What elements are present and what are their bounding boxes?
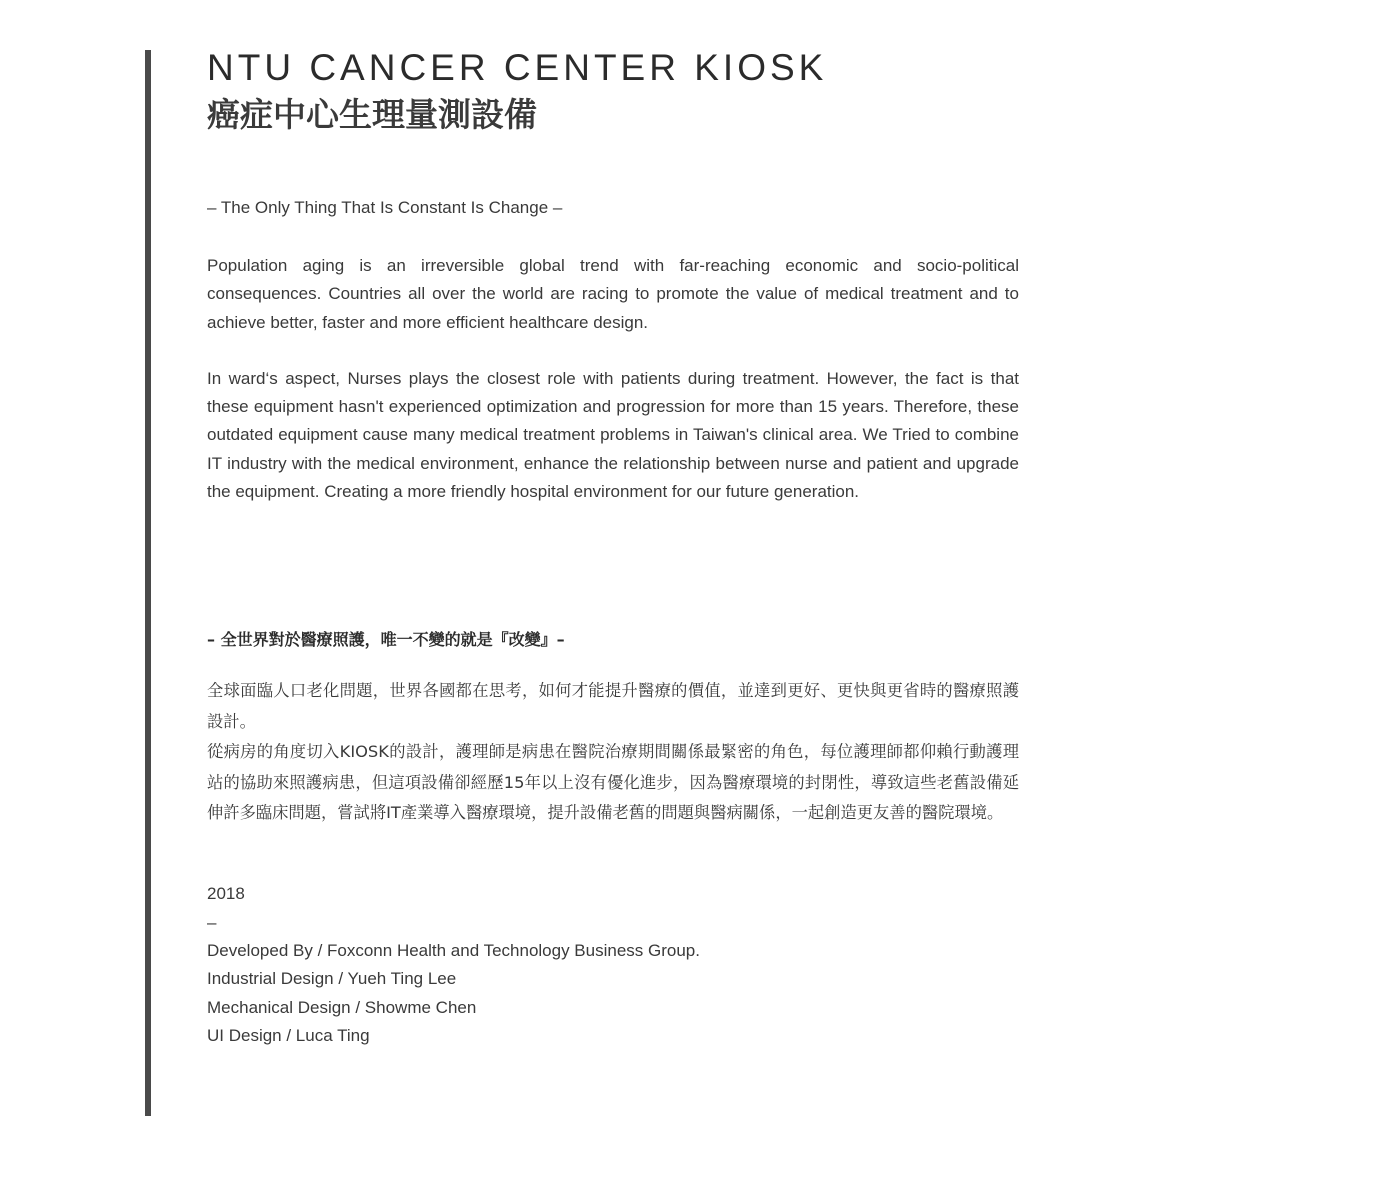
credits-ui-design: UI Design / Luca Ting: [207, 1025, 370, 1045]
credits-developed-by: Developed By / Foxconn Health and Technology Business Group.: [207, 941, 700, 960]
tagline-zh: – 全世界對於醫療照護，唯一不變的就是『改變』–: [207, 630, 565, 650]
credits-year: 2018: [207, 884, 245, 904]
tagline-en: – The Only Thing That Is Constant Is Change –: [207, 198, 563, 217]
accent-bar: [145, 50, 151, 1116]
page-subtitle-zh: 癌症中心生理量測設備: [207, 95, 537, 134]
paragraph-en-2: In ward‘s aspect, Nurses plays the closest role with patients during treatment. However, the fact is that these equipment hasn't experienced optimization and progression for more than 15 years. Therefore, these outdated equipment cause many medical treatment problems in Taiwan's clinical area. We Tried to combine IT industry with the medical environment, enhance the relationship between nurse and patient and upgrade the equipment. Creating a more friendly hospital environment for our future generation.: [207, 368, 1019, 502]
page-title: NTU CANCER CENTER KIOSK: [207, 47, 828, 88]
paragraph-en-1: Population aging is an irreversible global trend with far-reaching economic and socio-political consequences. Countries all over the world are racing to promote the value of medical treatment and to achieve better, faster and more efficient healthcare design.: [207, 256, 1019, 332]
project-description: [207, 46, 1019, 1050]
paragraph-zh-2: 從病房的角度切入KIOSK的設計，護理師是病患在醫院治療期間關係最緊密的角色，每位護理師都仰賴行動護理站的協助來照護病患，但這項設備卻經歷15年以上沒有優化進步，因為醫療環境的封閉性，導致這些老舊設備延伸許多臨床問題，嘗試將IT產業導入醫療環境，提升設備老舊的問題與醫病關係，一起創造更友善的醫院環境。: [207, 742, 1019, 822]
credits: [207, 880, 1019, 1050]
credits-separator: –: [207, 912, 217, 932]
paragraph-zh-1: 全球面臨人口老化問題，世界各國都在思考，如何才能提升醫療的價值，並達到更好、更快與更省時的醫療照護設計。: [207, 681, 1019, 731]
credits-mechanical-design: Mechanical Design / Showme Chen: [207, 997, 477, 1017]
credits-industrial-design: Industrial Design / Yueh Ting Lee: [207, 969, 457, 989]
